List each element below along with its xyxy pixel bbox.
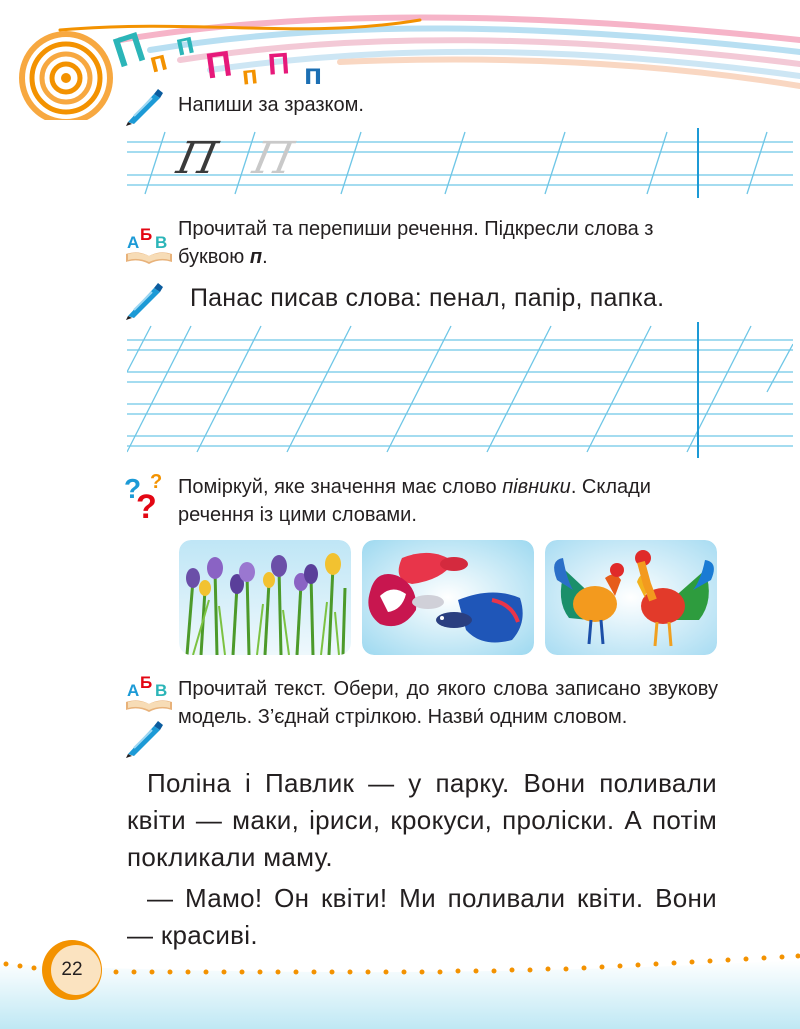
pen-icon bbox=[124, 280, 164, 320]
abc-book-icon bbox=[124, 672, 174, 714]
header-letter: п bbox=[240, 59, 260, 91]
svg-text:?: ? bbox=[136, 488, 157, 520]
task2-letter: п bbox=[249, 246, 263, 268]
task3-word: півники bbox=[502, 476, 571, 498]
betta-fish-image bbox=[362, 540, 534, 655]
slant-lines bbox=[127, 326, 793, 452]
pen-icon bbox=[124, 718, 164, 758]
task2-instruction bbox=[178, 215, 718, 271]
svg-text:В: В bbox=[155, 233, 168, 252]
question-marks-icon bbox=[124, 468, 170, 520]
svg-text:?: ? bbox=[124, 473, 142, 504]
header-letter: п bbox=[304, 58, 323, 91]
task4-instruction: Прочитай текст. Обери, до якого слова записано звукову модель. З’єднай стрілкою. Назви́ одним словом. bbox=[178, 678, 718, 728]
header-letter: п bbox=[172, 26, 198, 63]
sample-letter-trace: П bbox=[248, 133, 298, 184]
pen-icon bbox=[124, 86, 164, 126]
writing-lines-2 bbox=[127, 322, 793, 458]
task2-text-end: . bbox=[262, 246, 268, 268]
svg-text:А: А bbox=[127, 233, 140, 252]
irises-image bbox=[179, 540, 351, 655]
svg-text:?: ? bbox=[150, 471, 163, 493]
task2-sentence: Панас писав слова: пенал, папір, папка. bbox=[190, 284, 665, 312]
task1-instruction: Напиши за зразком. bbox=[178, 94, 364, 116]
abc-book-icon bbox=[124, 224, 174, 266]
task3-instruction bbox=[178, 473, 718, 529]
svg-text:А: А bbox=[127, 681, 140, 700]
page-number-badge bbox=[40, 938, 104, 1002]
header-letter: П bbox=[266, 47, 291, 82]
reading-paragraph-1: Поліна і Павлик — у парку. Вони поливали квіти — маки, іриси, крокуси, проліски. А потім покликали маму. bbox=[127, 768, 717, 872]
sample-letter: П bbox=[172, 133, 222, 184]
header-letter: П bbox=[203, 42, 235, 87]
svg-text:Б: Б bbox=[140, 673, 153, 692]
reading-text bbox=[127, 765, 717, 954]
task3-text-end: . Склади речення із цими словами. bbox=[178, 476, 651, 526]
task3-text-main: Поміркуй, яке значення має слово bbox=[178, 476, 503, 498]
orange-swirl bbox=[22, 34, 110, 120]
task2-text-main: Прочитай та перепиши речення. Підкресли слова з буквою bbox=[178, 218, 654, 268]
reading-paragraph-2: — Мамо! Он квіти! Ми поливали квіти. Вони — красиві. bbox=[127, 883, 717, 950]
roosters-image bbox=[545, 540, 717, 655]
header-letter: п bbox=[146, 44, 171, 79]
svg-text:В: В bbox=[155, 681, 168, 700]
header-letter: П bbox=[107, 22, 151, 77]
writing-lines-1 bbox=[127, 128, 793, 198]
footer-decoration bbox=[0, 930, 800, 1029]
svg-text:Б: Б bbox=[140, 225, 153, 244]
page-number: 22 bbox=[61, 959, 83, 980]
